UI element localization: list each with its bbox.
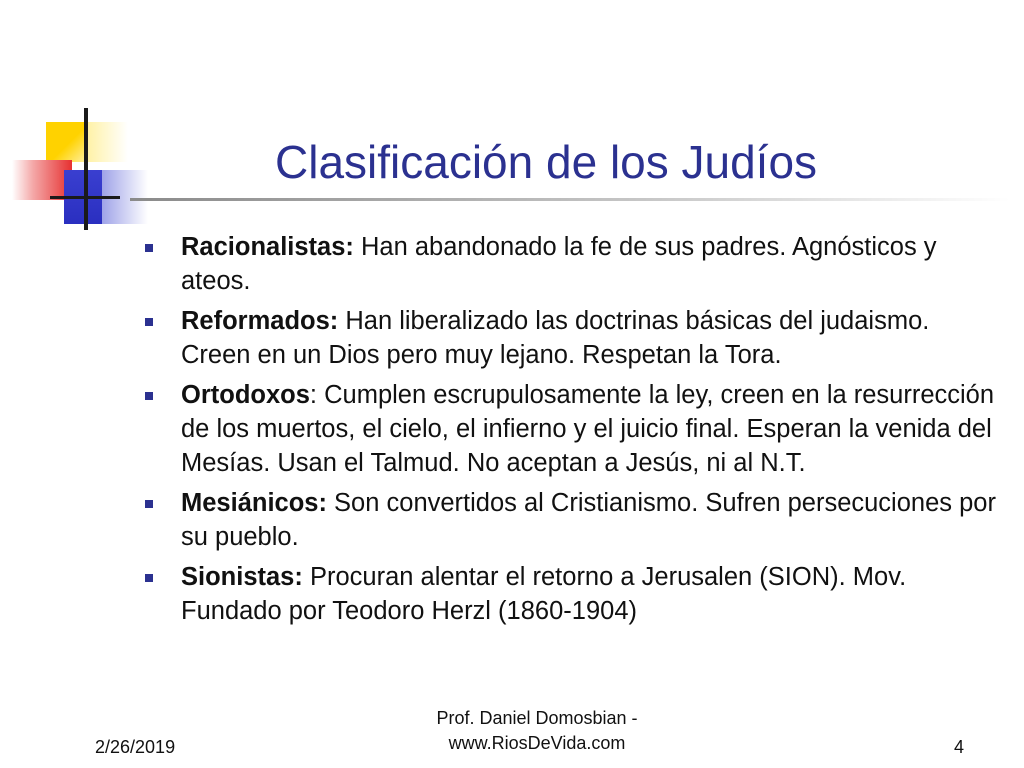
logo-yellow-square	[46, 122, 86, 162]
footer-date: 2/26/2019	[95, 737, 176, 757]
logo-red-square	[12, 160, 72, 200]
bullet-text: Cumplen escrupulosamente la ley, creen en la resurrección de los muertos, el cielo, el infierno y el juicio final. Esperan la venida del Mesías. Usan el Talmud. No aceptan a Jesús, ni al N.T.	[181, 381, 995, 477]
bullet-item	[143, 230, 1003, 298]
bullet-list	[143, 230, 1003, 634]
square-bullet-icon	[145, 500, 153, 508]
logo-yellow-fade	[88, 122, 128, 162]
bullet-term: Reformados:	[181, 307, 339, 335]
slide-title: Clasificación de los Judíos	[275, 136, 818, 188]
footer-author-name: Prof. Daniel Domosbian -	[436, 708, 638, 728]
square-bullet-icon	[145, 574, 153, 582]
title-divider	[130, 198, 1010, 201]
bullet-text: Han liberalizado las doctrinas básicas del judaismo. Creen en un Dios pero muy lejano. Respetan la Tora.	[181, 307, 930, 369]
bullet-term: Ortodoxos	[181, 381, 310, 409]
color-squares-logo	[0, 100, 160, 240]
logo-horizontal-line	[50, 196, 120, 199]
bullet-text: Han abandonado la fe de sus padres. Agnósticos y ateos.	[181, 233, 937, 295]
bullet-text: Procuran alentar el retorno a Jerusalen (SION). Mov. Fundado por Teodoro Herzl (1860-1904)	[181, 563, 907, 625]
bullet-item	[143, 486, 1003, 554]
bullet-term: Racionalistas:	[181, 233, 354, 261]
square-bullet-icon	[145, 392, 153, 400]
page-number: 4	[954, 737, 965, 757]
bullet-item	[143, 304, 1003, 372]
footer-website: www.RiosDeVida.com	[448, 733, 626, 753]
footer-author	[392, 706, 682, 756]
bullet-text: Son convertidos al Cristianismo. Sufren persecuciones por su pueblo.	[181, 489, 996, 551]
bullet-term: Sionistas:	[181, 563, 303, 591]
square-bullet-icon	[145, 318, 153, 326]
logo-vertical-line	[84, 108, 88, 230]
bullet-item	[143, 378, 1003, 480]
bullet-term: Mesiánicos:	[181, 489, 327, 517]
bullet-term-tail: :	[309, 381, 318, 409]
bullet-item	[143, 560, 1003, 628]
square-bullet-icon	[145, 244, 153, 252]
